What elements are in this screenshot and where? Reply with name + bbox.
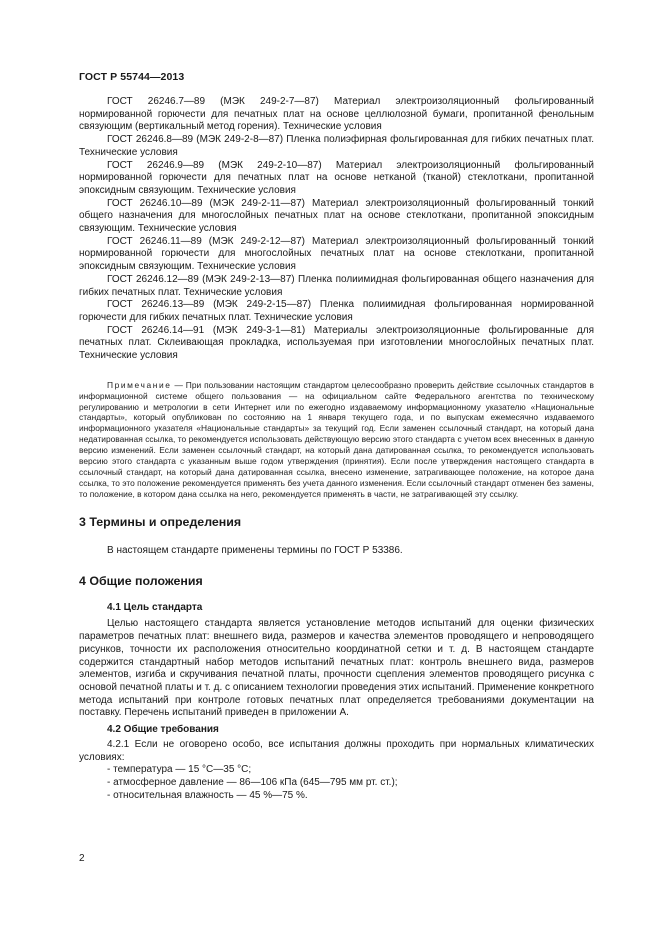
reference-item: ГОСТ 26246.11—89 (МЭК 249-2-12—87) Материал электроизоляционный фольгированный тонкий нормированной горючести для многослойных печатных плат на основе стеклоткани, пропитанной эпоксидным связующим. Технические условия: [79, 235, 594, 273]
page-number: 2: [79, 853, 85, 864]
section-3-title: 3 Термины и определения: [79, 514, 242, 529]
page-content: [79, 96, 594, 803]
condition-humidity: - относительная влажность — 45 %—75 %.: [107, 789, 308, 801]
clause-4-2-1-text: 4.2.1 Если не оговорено особо, все испытания должны проходить при нормальных климатических условиях:: [79, 739, 594, 763]
reference-item: ГОСТ 26246.13—89 (МЭК 249-2-15—87) Пленка полиимидная фольгированная нормированной горючести для гибких печатных плат. Технические условия: [79, 299, 594, 323]
condition-pressure: - атмосферное давление — 86—106 кПа (645—795 мм рт. ст.);: [107, 777, 398, 789]
document-header: ГОСТ Р 55744—2013: [79, 71, 185, 83]
reference-item: ГОСТ 26246.7—89 (МЭК 249-2-7—87) Материал электроизоляционный фольгированный нормированной горючести для печатных плат на основе целлюлозной бумаги, пропитанной фенольным связующим (вертикальный метод горения). Технические условия: [79, 96, 594, 133]
reference-item: ГОСТ 26246.10—89 (МЭК 249-2-11—87) Материал электроизоляционный фольгированный тонкий общего назначения для многослойных печатных плат на основе стеклоткани, пропитанной эпоксидным связующим. Технические условия: [79, 197, 594, 235]
condition-temperature: - температура — 15 °С—35 °С;: [107, 764, 252, 776]
subsection-4-1-title: 4.1 Цель стандарта: [107, 602, 203, 614]
reference-item: ГОСТ 26246.8—89 (МЭК 249-2-8—87) Пленка полиэфирная фольгированная для гибких печатных плат. Технические условия: [79, 134, 594, 158]
note-paragraph: [79, 380, 594, 500]
note-label: Примечание: [107, 379, 172, 390]
reference-item: ГОСТ 26246.12—89 (МЭК 249-2-13—87) Пленка полиимидная фольгированная общего назначения для гибких печатных плат. Технические условия: [79, 273, 594, 298]
subsection-4-2-title: 4.2 Общие требования: [107, 724, 219, 736]
section-3-text: В настоящем стандарте применены термины по ГОСТ Р 53386.: [107, 544, 403, 556]
section-4-title: 4 Общие положения: [79, 574, 203, 589]
subsection-4-1-text: Целью настоящего стандарта является установление методов испытаний для оценки физических параметров печатных плат: внешнего вида, размеров и качества элементов проводящего и непроводящего рисунков, точности их расположения относительно координатной сетки и т. д. В настоящем стандарте содержится стандартный набор методов испытаний печатных плат: контроль внешнего вида, размеров элементов, изгиба и скручивания печатной платы, прочности сцепления элементов проводящего рисунка с основой печатной платы и т. д. с описанием технологии проведения этих испытаний. Применение конкретного метода испытаний при контроле готовых печатных плат определяется требованиями документации на поставку. Перечень испытаний приведен в приложении А.: [79, 618, 594, 719]
note-text: — При пользовании настоящим стандартом целесообразно проверить действие ссылочных стандартов в информационной системе общего пользования — на официальном сайте Федерального агентства по техническому регулированию и метрологии в сети Интернет или по ежегодно издаваемому информационному указателю «Национальные стандарты», который опубликован по состоянию на 1 января текущего года, и по выпускам ежемесячно издаваемого информационного указателя «Национальные стандарты» за текущий год. Если заменен ссылочный стандарт, на который дана недатированная ссылка, то рекомендуется использовать действующую версию этого стандарта с учетом всех внесенных в данную версию изменений. Если заменен ссылочный стандарт, на который дана датированная ссылка, то рекомендуется использовать версию этого стандарта с указанным выше годом утверждения (принятия). Если после утверждения настоящего стандарта в ссылочный стандарт, на который дана датированная ссылка, внесено изменение, затрагивающее положение, на которое дана ссылка, то это положение рекомендуется применять без учета данного изменения. Если ссылочный стандарт отменен без замены, то положение, в котором дана ссылка на него, рекомендуется применять в части, не затрагивающей эту ссылку.: [79, 379, 594, 499]
reference-item: ГОСТ 26246.14—91 (МЭК 249-3-1—81) Материалы электроизоляционные фольгированные для печатных плат. Склеивающая прокладка, используемая при изготовлении многослойных печатных плат. Технические условия: [79, 324, 594, 362]
reference-item: ГОСТ 26246.9—89 (МЭК 249-2-10—87) Материал электроизоляционный фольгированный нормированной горючести для печатных плат на основе нетканой (тканой) стеклоткани, пропитанной эпоксидным связующим. Технические условия: [79, 159, 594, 196]
